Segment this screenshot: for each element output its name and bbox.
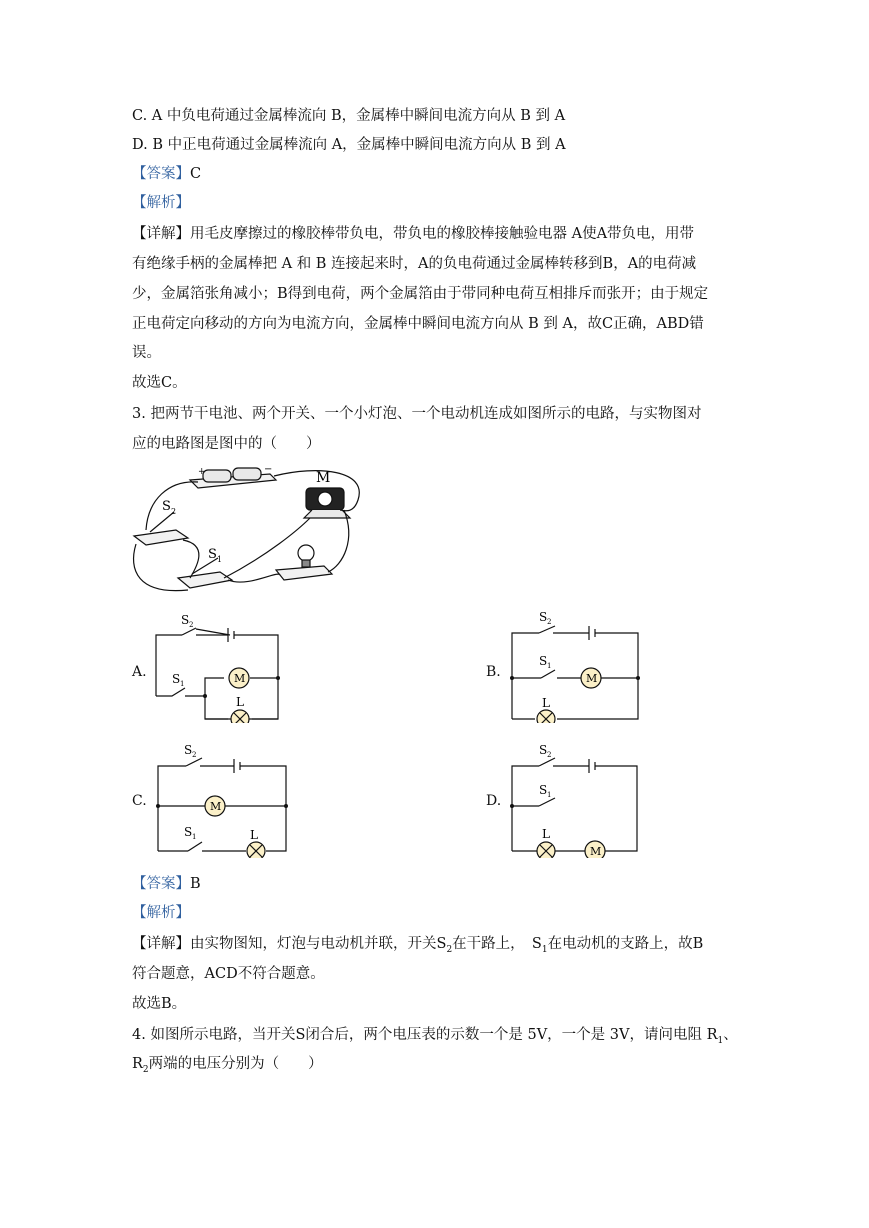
detail-line — [132, 934, 703, 960]
detail-line: 有绝缘手柄的金属棒把 A 和 B 连接起来时，A的负电荷通过金属棒转移到B，A的电荷减 — [132, 256, 697, 272]
subscript: 2 — [142, 1064, 149, 1075]
motor-label: M — [590, 845, 602, 858]
detail-line: 正电荷定向移动的方向为电流方向，金属棒中瞬间电流方向从 B 到 A，故C正确，ABD错 — [132, 316, 704, 332]
detail-text: 由实物图知，灯泡与电动机并联，开关S — [190, 936, 447, 952]
stem-text: 4. 如图所示电路，当开关S闭合后，两个电压表的示数一个是 5V，一个是 3V，请问电阻 R — [132, 1027, 718, 1043]
lamp-icon — [537, 842, 555, 858]
subscript: 1 — [717, 1035, 724, 1046]
lamp-icon — [537, 710, 555, 723]
answer-tag: 【答案】 — [132, 166, 190, 182]
lamp-icon — [247, 842, 265, 858]
sub-label: 1 — [217, 555, 223, 564]
option-c-label: C. — [132, 793, 147, 809]
s-label: S — [539, 783, 548, 797]
question-stem — [132, 1025, 738, 1051]
answer-tag: 【答案】 — [132, 876, 190, 892]
answer-line — [132, 874, 201, 894]
answer-value: C — [190, 166, 202, 182]
question-stem: 应的电路图是图中的（ ） — [132, 436, 321, 452]
sub-label: 2 — [547, 618, 552, 626]
answer-value: B — [190, 876, 201, 892]
motor-label: M — [586, 672, 598, 685]
circuit-option-d — [505, 738, 645, 858]
switch-s1-icon — [178, 572, 232, 588]
sub-label: 2 — [547, 751, 552, 759]
motor-label: M — [316, 470, 331, 486]
lamp-icon — [231, 710, 249, 723]
analysis-tag: 【解析】 — [132, 195, 190, 211]
physical-circuit-figure — [128, 460, 368, 605]
sub-label: 2 — [171, 507, 177, 516]
s-label: S — [162, 499, 171, 514]
battery-cell — [203, 470, 231, 482]
sub-label: 1 — [180, 680, 185, 688]
option-b-label: B. — [486, 664, 501, 680]
question-stem — [132, 1054, 323, 1080]
plus-label: + — [198, 467, 206, 477]
switch-s2-icon — [134, 530, 188, 545]
lamp-label: L — [236, 695, 244, 709]
option-c: C. A 中负电荷通过金属棒流向 B，金属棒中瞬间电流方向从 B 到 A — [132, 108, 566, 124]
subscript: 2 — [446, 944, 453, 955]
s-label: S — [172, 672, 181, 686]
sub-label: 2 — [189, 621, 194, 629]
motor-label: M — [210, 800, 222, 813]
circuit-option-a — [150, 608, 285, 723]
s-label: S — [539, 654, 548, 668]
detail-line: 误。 — [132, 345, 161, 361]
stem-text: 两端的电压分别为（ ） — [148, 1056, 323, 1072]
detail-line: 少，金属箔张角减小；B得到电荷，两个金属箔由于带同种电荷互相排斥而张开；由于规定 — [132, 286, 709, 302]
option-d-label: D. — [486, 793, 502, 809]
s-label: S — [184, 743, 193, 757]
detail-text: 在干路上， S — [452, 936, 542, 952]
minus-label: − — [264, 464, 273, 475]
question-stem: 3. 把两节干电池、两个开关、一个小灯泡、一个电动机连成如图所示的电路，与实物图对 — [132, 406, 702, 422]
detail-line: 符合题意，ACD不符合题意。 — [132, 966, 325, 982]
stem-text: R — [132, 1056, 143, 1072]
conclusion: 故选C。 — [132, 375, 187, 391]
detail-line — [132, 224, 694, 244]
lamp-label: L — [542, 827, 550, 841]
lamp-label: L — [250, 828, 258, 842]
sub-label: 1 — [192, 833, 197, 841]
s-label: S — [539, 610, 548, 624]
conclusion: 故选B。 — [132, 996, 187, 1012]
option-d: D. B 中正电荷通过金属棒流向 A，金属棒中瞬间电流方向从 B 到 A — [132, 137, 566, 153]
s-label: S — [184, 825, 193, 839]
lamp-label: L — [542, 696, 550, 710]
bulb-icon — [298, 545, 314, 561]
detail-text: 用毛皮摩擦过的橡胶棒带负电，带负电的橡胶棒接触验电器 A使A带负电，用带 — [190, 226, 695, 242]
sub-label: 2 — [192, 751, 197, 759]
battery-cell — [233, 468, 261, 480]
motor-label: M — [234, 672, 246, 685]
analysis-tag: 【解析】 — [132, 905, 190, 921]
detail-text: 在电动机的支路上，故B — [547, 936, 704, 952]
stem-text: 、 — [723, 1027, 738, 1043]
sub-label: 1 — [547, 791, 552, 799]
detail-tag: 【详解】 — [132, 226, 190, 242]
subscript: 1 — [541, 944, 548, 955]
circuit-option-b — [505, 608, 645, 723]
answer-line — [132, 164, 201, 184]
wire — [146, 482, 198, 530]
s-label: S — [181, 613, 190, 627]
detail-tag: 【详解】 — [132, 936, 190, 952]
sub-label: 1 — [547, 662, 552, 670]
s-label: S — [539, 743, 548, 757]
option-a-label: A. — [132, 664, 147, 680]
s-label: S — [208, 547, 217, 562]
circuit-option-c — [150, 738, 295, 858]
